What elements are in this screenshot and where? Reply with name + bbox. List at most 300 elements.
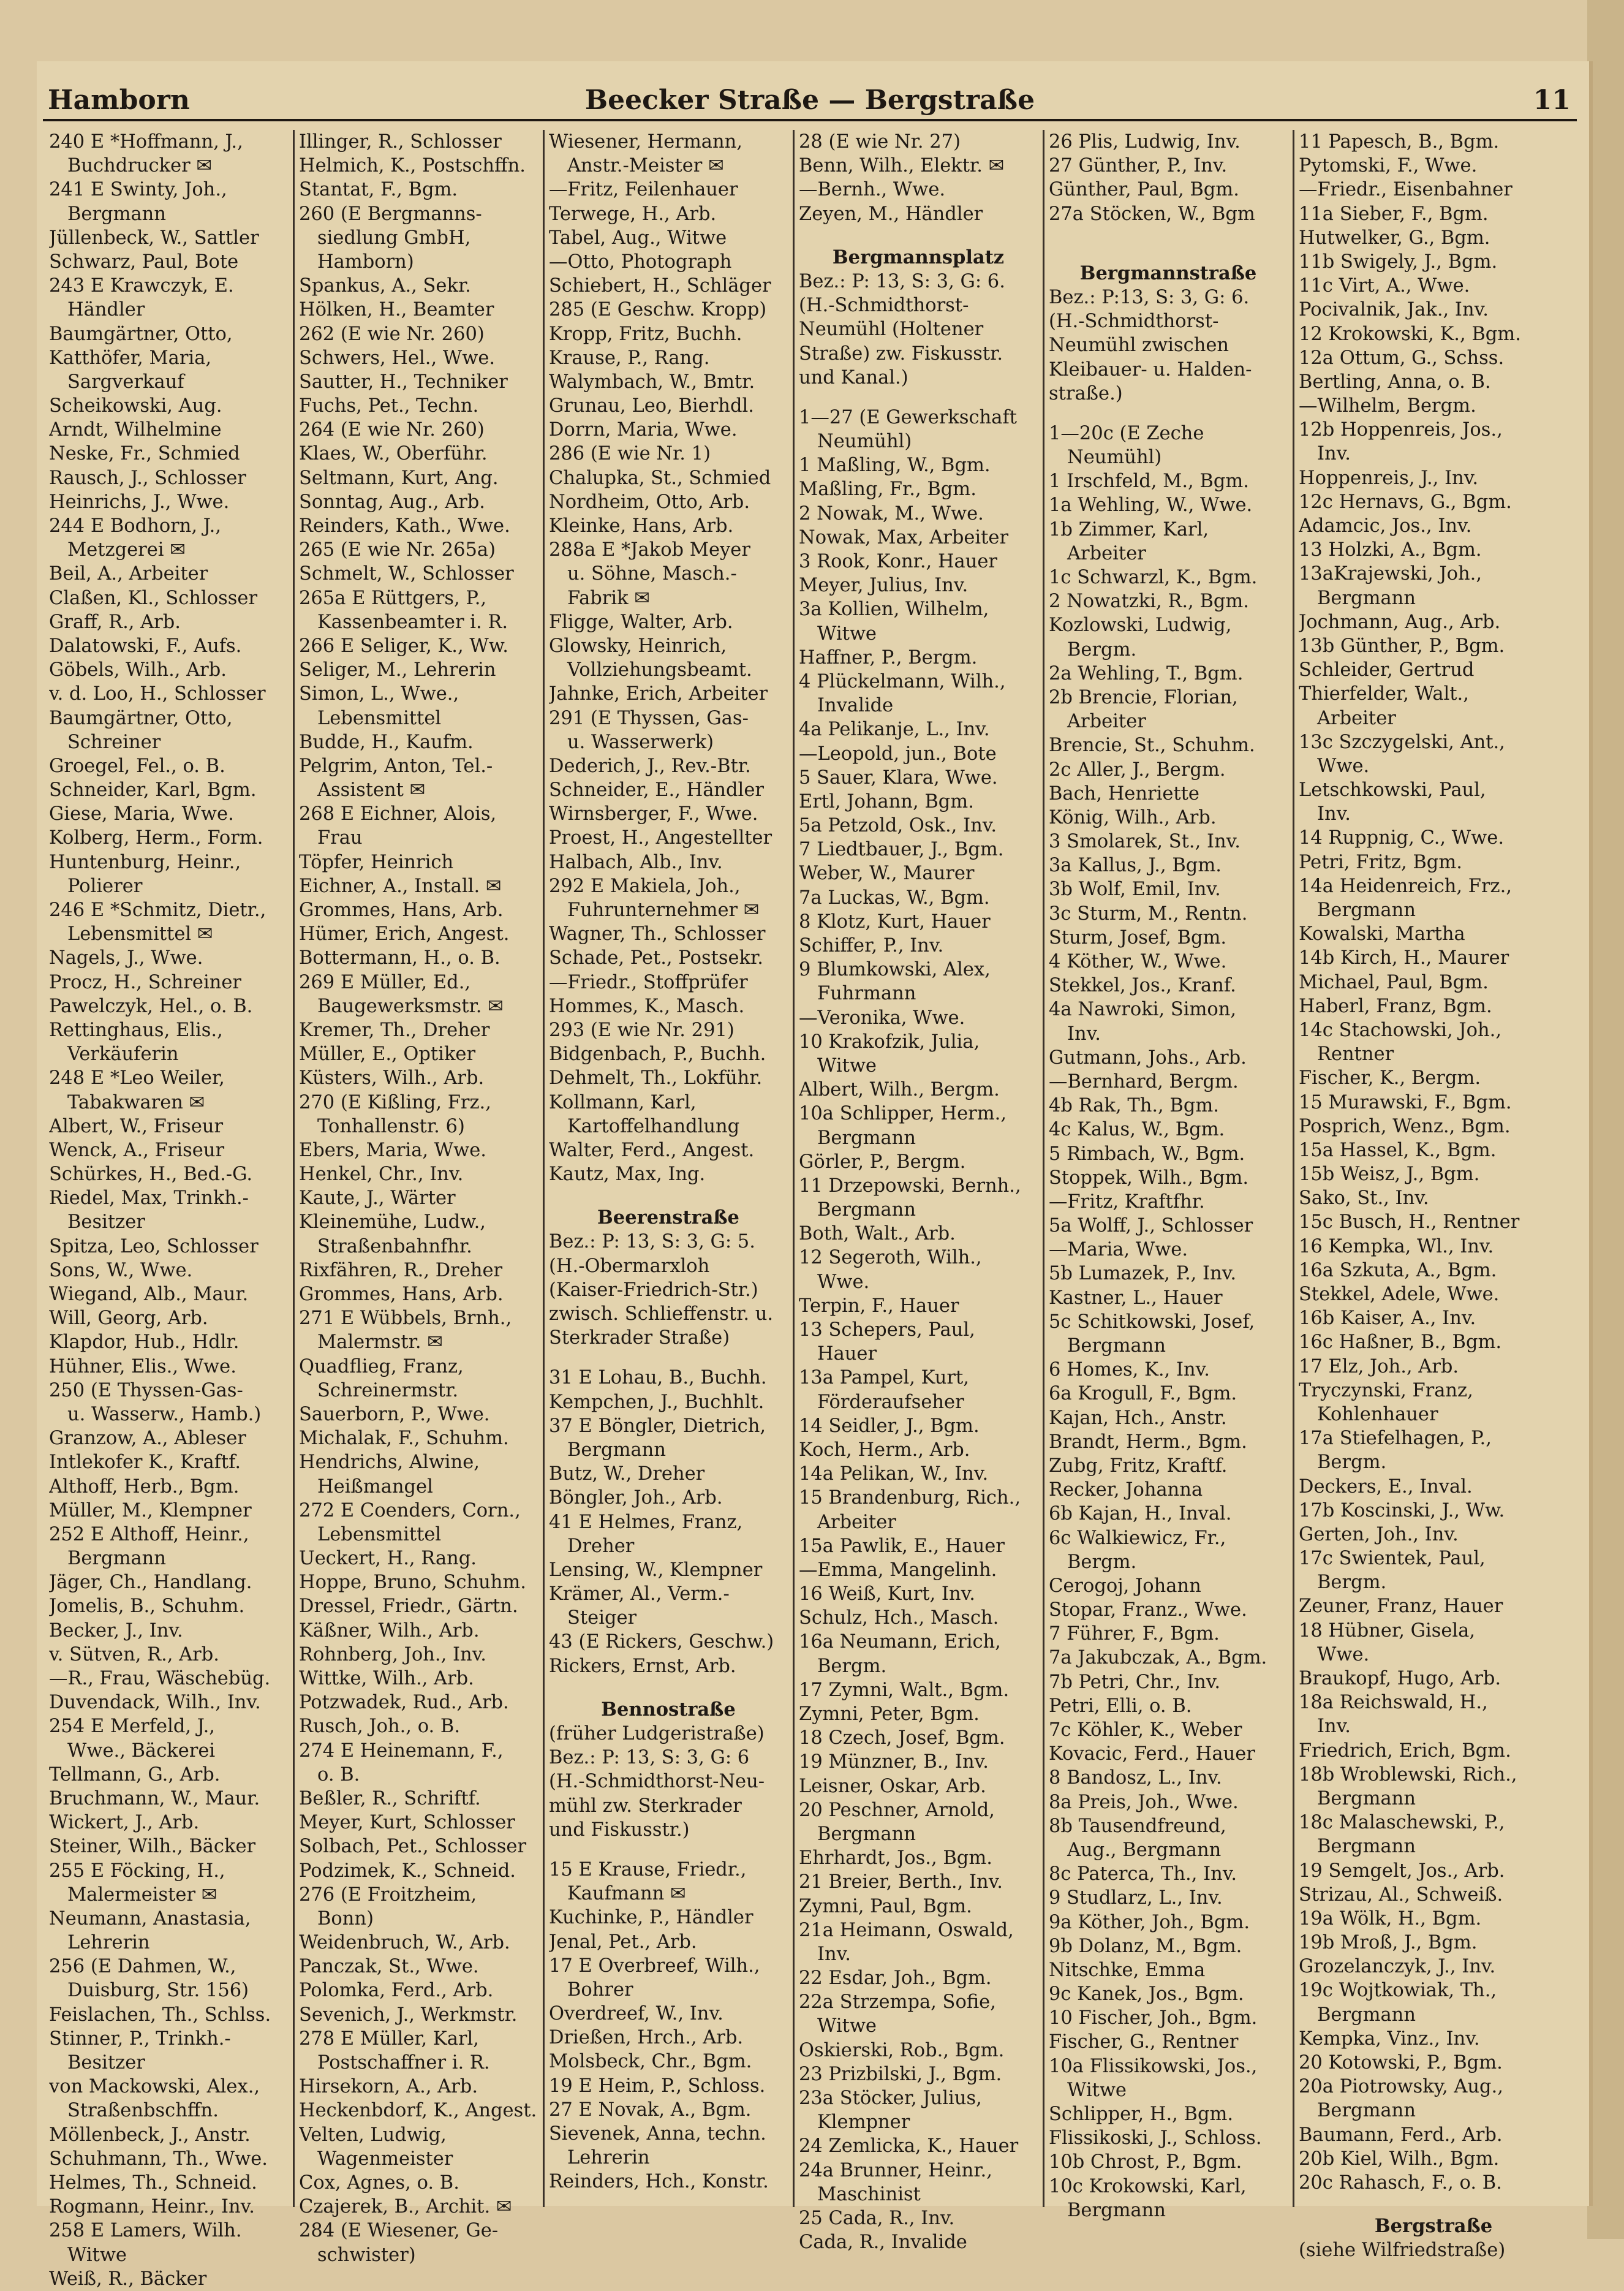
- directory-entry: Kleinke, Hans, Arb.: [549, 515, 734, 537]
- directory-entry: Kropp, Fritz, Buchh.: [549, 323, 742, 345]
- directory-entry: —R., Frau, Wäschebüg.: [49, 1668, 271, 1689]
- directory-entry: Baumann, Ferd., Arb.: [1299, 2124, 1503, 2146]
- directory-entry: 284 (E Wiesener, Ge-: [299, 2220, 499, 2242]
- directory-entry: 4a Nawroki, Simon,: [1049, 999, 1237, 1021]
- entry-continuation: Steiger: [567, 1607, 637, 1629]
- entry-continuation: Maschinist: [817, 2183, 921, 2205]
- directory-entry: Kajan, Hch., Anstr.: [1049, 1407, 1227, 1429]
- directory-entry: Schade, Pet., Postsekr.: [549, 947, 763, 969]
- directory-entry: 37 E Böngler, Dietrich,: [549, 1415, 766, 1437]
- directory-entry: Helmes, Th., Schneid.: [49, 2172, 257, 2194]
- entry-continuation: Kohlenhauer: [1317, 1403, 1438, 1425]
- directory-entry: Reinders, Kath., Wwe.: [299, 515, 510, 537]
- entry-continuation: Bergmann: [1317, 587, 1416, 609]
- directory-entry: Brencie, St., Schuhm.: [1049, 735, 1255, 757]
- entry-continuation: Verkäuferin: [67, 1043, 179, 1066]
- directory-entry: —Bernhard, Bergm.: [1049, 1070, 1239, 1092]
- directory-entry: 4c Kalus, W., Bgm.: [1049, 1119, 1225, 1141]
- directory-entry: 3b Wolf, Emil, Inv.: [1049, 879, 1221, 901]
- directory-entry: 285 (E Geschw. Kropp): [549, 299, 767, 321]
- directory-entry: Kowalski, Martha: [1299, 923, 1465, 945]
- directory-entry: von Mackowski, Alex.,: [49, 2076, 260, 2098]
- directory-entry: 291 (E Thyssen, Gas-: [549, 707, 749, 729]
- directory-entry: Halbach, Alb., Inv.: [549, 851, 723, 873]
- directory-entry: Hölken, H., Beamter: [299, 299, 494, 321]
- entry-continuation: Fuhrunternehmer ✉: [567, 899, 760, 921]
- directory-entry: Polomka, Ferd., Arb.: [299, 1980, 494, 2002]
- directory-entry: Albert, Wilh., Bergm.: [799, 1079, 1000, 1101]
- directory-entry: Ehrhardt, Jos., Bgm.: [799, 1847, 992, 1869]
- entry-continuation: Aug., Bergmann: [1067, 1839, 1222, 1861]
- directory-entry: Terpin, F., Hauer: [799, 1295, 959, 1317]
- entry-continuation: Bergmann: [567, 1439, 666, 1461]
- directory-entry: Wiesener, Hermann,: [549, 131, 742, 153]
- directory-entry: 16c Haßner, B., Bgm.: [1299, 1331, 1502, 1354]
- directory-entry: Rausch, J., Schlosser: [49, 467, 246, 489]
- directory-entry: —Friedr., Eisenbahner: [1299, 179, 1513, 201]
- directory-entry: 12 Krokowski, K., Bgm.: [1299, 323, 1521, 345]
- entry-continuation: Bergmann: [1317, 1787, 1416, 1809]
- directory-entry: (früher Ludgeristraße): [549, 1723, 765, 1744]
- directory-entry: 8a Preis, Joh., Wwe.: [1049, 1791, 1239, 1813]
- directory-entry: 15a Pawlik, E., Hauer: [799, 1535, 1005, 1557]
- directory-entry: 1b Zimmer, Karl,: [1049, 518, 1209, 540]
- entry-continuation: Bergmann: [1317, 1836, 1416, 1858]
- directory-entry: Tryczynski, Franz,: [1299, 1379, 1473, 1401]
- directory-entry: 11 Drzepowski, Bernh.,: [799, 1175, 1021, 1197]
- directory-entry: Proest, H., Angestellter: [549, 827, 772, 849]
- directory-entry: Käßner, Wilh., Arb.: [299, 1619, 480, 1642]
- directory-entry: Jenal, Pet., Arb.: [549, 1931, 697, 1953]
- directory-entry: Schleider, Gertrud: [1299, 659, 1475, 681]
- directory-entry: Illinger, R., Schlosser: [299, 131, 502, 153]
- directory-page: [37, 61, 1593, 2290]
- directory-entry: 278 E Müller, Karl,: [299, 2028, 479, 2050]
- entry-continuation: Inv.: [1067, 1023, 1101, 1045]
- directory-entry: 18b Wroblewski, Rich.,: [1299, 1763, 1517, 1785]
- directory-entry: 266 E Seliger, K., Ww.: [299, 635, 508, 657]
- directory-entry: 25 Cada, R., Inv.: [799, 2207, 955, 2229]
- directory-entry: Sonntag, Aug., Arb.: [299, 491, 486, 513]
- directory-entry: Drießen, Hrch., Arb.: [549, 2027, 744, 2049]
- spacer: [1049, 226, 1288, 242]
- entry-continuation: Bergm.: [1067, 1551, 1137, 1573]
- spacer: [1049, 406, 1288, 422]
- directory-entry: Hendrichs, Alwine,: [299, 1452, 480, 1474]
- directory-entry: Henkel, Chr., Inv.: [299, 1164, 464, 1186]
- directory-entry: 14b Kirch, H., Maurer: [1299, 947, 1509, 969]
- entry-continuation: Duisburg, Str. 156): [67, 1980, 249, 2002]
- directory-entry: Neumühl zwischen: [1049, 335, 1229, 357]
- directory-entry: Sons, W., Wwe.: [49, 1259, 193, 1281]
- directory-entry: Kleinemühe, Ludw.,: [299, 1211, 486, 1233]
- directory-entry: 19 Münzner, B., Inv.: [799, 1751, 989, 1773]
- directory-entry: 14a Heidenreich, Frz.,: [1299, 875, 1513, 897]
- directory-entry: 5a Wolff, J., Schlosser: [1049, 1215, 1253, 1237]
- directory-entry: 7c Köhler, K., Weber: [1049, 1719, 1242, 1741]
- directory-entry: Baumgärtner, Otto,: [49, 323, 233, 345]
- directory-entry: (siehe Wilfriedstraße): [1299, 2240, 1506, 2262]
- directory-entry: Zymni, Peter, Bgm.: [799, 1703, 980, 1725]
- directory-entry: 8 Klotz, Kurt, Hauer: [799, 911, 991, 933]
- directory-entry: Wagner, Th., Schlosser: [549, 923, 766, 945]
- directory-entry: 274 E Heinemann, F.,: [299, 1740, 504, 1762]
- entry-continuation: Rentner: [1317, 1043, 1394, 1066]
- directory-entry: 27 E Novak, A., Bgm.: [549, 2099, 752, 2121]
- directory-entry: 5 Rimbach, W., Bgm.: [1049, 1143, 1245, 1165]
- directory-entry: Wiegand, Alb., Maur.: [49, 1284, 249, 1305]
- directory-entry: 10 Fischer, Joh., Bgm.: [1049, 2007, 1258, 2029]
- directory-entry: 243 E Krawczyk, E.: [49, 275, 234, 297]
- directory-entry: Butz, W., Dreher: [549, 1463, 705, 1485]
- directory-entry: 1 Maßling, W., Bgm.: [799, 455, 991, 477]
- directory-entry: 11 Papesch, B., Bgm.: [1299, 131, 1500, 153]
- directory-entry: Will, Georg, Arb.: [49, 1308, 208, 1330]
- directory-entry: Kempchen, J., Buchhlt.: [549, 1391, 765, 1413]
- directory-entry: 10a Flissikowski, Jos.,: [1049, 2055, 1258, 2077]
- directory-entry: 21 Breier, Berth., Inv.: [799, 1871, 1003, 1893]
- directory-entry: Fischer, K., Bergm.: [1299, 1067, 1481, 1089]
- directory-entry: Pawelczyk, Hel., o. B.: [49, 995, 253, 1017]
- directory-entry: Zubg, Fritz, Kraftf.: [1049, 1455, 1228, 1477]
- directory-entry: Jahnke, Erich, Arbeiter: [549, 683, 768, 705]
- directory-entry: 12 Segeroth, Wilh.,: [799, 1247, 982, 1269]
- directory-entry: 16 Weiß, Kurt, Inv.: [799, 1583, 975, 1605]
- directory-entry: 24 Zemlicka, K., Hauer: [799, 2135, 1019, 2157]
- directory-entry: 8 Bandosz, L., Inv.: [1049, 1767, 1222, 1789]
- directory-entry: 240 E *Hoffmann, J.,: [49, 131, 243, 153]
- directory-entry: Kautz, Max, Ing.: [549, 1164, 706, 1186]
- directory-entry: Brandt, Herm., Bgm.: [1049, 1431, 1247, 1453]
- directory-entry: 19 E Heim, P., Schloss.: [549, 2075, 766, 2097]
- column-divider: [793, 130, 795, 2207]
- entry-continuation: Bergm.: [817, 1655, 887, 1677]
- entry-continuation: Bergmann: [67, 203, 166, 225]
- directory-entry: Maßling, Fr., Bgm.: [799, 479, 976, 501]
- directory-entry: Haberl, Franz, Bgm.: [1299, 995, 1492, 1017]
- directory-entry: Graff, R., Arb.: [49, 611, 181, 633]
- directory-entry: 7b Petri, Chr., Inv.: [1049, 1671, 1221, 1693]
- directory-entry: 260 (E Bergmanns-: [299, 203, 482, 225]
- directory-entry: Kremer, Th., Dreher: [299, 1019, 490, 1041]
- directory-entry: Bottermann, H., o. B.: [299, 947, 500, 969]
- directory-entry: Stekkel, Jos., Kranf.: [1049, 975, 1236, 997]
- directory-entry: 269 E Müller, Ed.,: [299, 971, 471, 993]
- entry-continuation: Arbeiter: [1317, 707, 1396, 729]
- directory-entry: Strizau, Al., Schweiß.: [1299, 1884, 1503, 1906]
- directory-entry: —Fritz, Feilenhauer: [549, 179, 738, 201]
- directory-entry: Budde, H., Kaufm.: [299, 731, 474, 753]
- directory-entry: Tellmann, G., Arb.: [49, 1763, 221, 1785]
- directory-entry: Beßler, R., Schriftf.: [299, 1787, 481, 1809]
- directory-entry: 23a Stöcker, Julius,: [799, 2088, 982, 2109]
- directory-entry: (H.-Schmidthorst-: [799, 295, 969, 317]
- directory-entry: 271 E Wübbels, Brnh.,: [299, 1308, 512, 1330]
- directory-entry: Grommes, Hans, Arb.: [299, 899, 504, 921]
- entry-continuation: Wwe.: [1317, 755, 1370, 777]
- directory-entry: (H.-Obermarxloh: [549, 1255, 710, 1277]
- entry-continuation: Wwe.: [817, 1271, 870, 1293]
- directory-entry: 22a Strzempa, Sofie,: [799, 1991, 996, 2013]
- directory-entry: 16a Neumann, Erich,: [799, 1631, 1001, 1653]
- entry-continuation: Straßenbahnfhr.: [317, 1235, 472, 1257]
- directory-entry: Sevenich, J., Werkmstr.: [299, 2004, 518, 2026]
- directory-entry: Sautter, H., Techniker: [299, 371, 508, 393]
- column-2: [299, 130, 538, 2267]
- entry-continuation: Assistent ✉: [317, 779, 426, 801]
- directory-entry: Dalatowski, F., Aufs.: [49, 635, 242, 657]
- directory-entry: Reinders, Hch., Konstr.: [549, 2171, 769, 2193]
- directory-entry: Cox, Agnes, o. B.: [299, 2172, 459, 2194]
- directory-entry: 20 Peschner, Arnold,: [799, 1799, 995, 1821]
- directory-entry: 272 E Coenders, Corn.,: [299, 1499, 521, 1521]
- directory-entry: zwisch. Schlieffenstr. u.: [549, 1303, 774, 1325]
- entry-continuation: Schreinermstr.: [317, 1379, 459, 1401]
- directory-entry: 250 (E Thyssen-Gas-: [49, 1379, 243, 1401]
- directory-entry: 3a Kollien, Wilhelm,: [799, 599, 989, 621]
- directory-entry: 1a Wehling, W., Wwe.: [1049, 494, 1253, 517]
- directory-entry: 4a Pelikanje, L., Inv.: [799, 719, 990, 741]
- directory-entry: Stopar, Franz., Wwe.: [1049, 1599, 1247, 1621]
- entry-continuation: Händler: [67, 299, 145, 321]
- entry-continuation: Witwe: [817, 623, 877, 645]
- directory-entry: Heinrichs, J., Wwe.: [49, 491, 230, 513]
- directory-entry: Zeyen, M., Händler: [799, 203, 983, 225]
- directory-entry: 19a Wölk, H., Bgm.: [1299, 1907, 1482, 1929]
- directory-entry: 23 Prizbilski, J., Bgm.: [799, 2063, 1002, 2085]
- directory-entry: Panczak, St., Wwe.: [299, 1956, 479, 1978]
- directory-entry: Dressel, Friedr., Gärtn.: [299, 1596, 518, 1618]
- directory-entry: —Otto, Photograph: [549, 251, 732, 273]
- spacer: [1299, 2195, 1568, 2211]
- directory-entry: Wenck, A., Friseur: [49, 1139, 225, 1161]
- directory-entry: Bruchmann, W., Maur.: [49, 1787, 260, 1809]
- page-number: 11: [1533, 85, 1571, 116]
- directory-entry: 9 Blumkowski, Alex,: [799, 959, 991, 981]
- directory-entry: Kaute, J., Wärter: [299, 1187, 456, 1210]
- directory-entry: 27a Stöcken, W., Bgm: [1049, 203, 1255, 225]
- header-streets: Beecker Straße — Bergstraße: [584, 85, 1035, 116]
- directory-entry: Ertl, Johann, Bgm.: [799, 790, 974, 812]
- directory-entry: Bez.: P: 13, S: 3, G: 5.: [549, 1231, 755, 1253]
- directory-entry: —Bernh., Wwe.: [799, 179, 946, 201]
- directory-entry: Velten, Ludwig,: [299, 2124, 447, 2146]
- entry-continuation: Bergm.: [1067, 638, 1137, 661]
- directory-entry: Stinner, P., Trinkh.-: [49, 2028, 231, 2050]
- entry-continuation: Lebensmittel: [317, 1523, 442, 1545]
- column-5: [1049, 130, 1288, 2222]
- directory-entry: Althoff, Herb., Bgm.: [49, 1475, 240, 1498]
- directory-entry: 4 Plückelmann, Wilh.,: [799, 670, 1006, 692]
- entry-continuation: Postschaffner i. R.: [317, 2052, 490, 2073]
- directory-entry: Wittke, Wilh., Arb.: [299, 1668, 474, 1689]
- directory-entry: Beil, A., Arbeiter: [49, 563, 208, 585]
- entry-continuation: u. Wasserw., Hamb.): [67, 1403, 262, 1425]
- directory-entry: mühl zw. Sterkrader: [549, 1795, 742, 1817]
- directory-entry: Baumgärtner, Otto,: [49, 707, 233, 729]
- entry-continuation: Tabakwaren ✉: [67, 1091, 205, 1113]
- directory-entry: Friedrich, Erich, Bgm.: [1299, 1740, 1511, 1762]
- directory-entry: 17a Stiefelhagen, P.,: [1299, 1428, 1492, 1450]
- directory-entry: Krämer, Al., Verm.-: [549, 1583, 730, 1605]
- directory-entry: 19 Semgelt, Jos., Arb.: [1299, 1860, 1505, 1882]
- header-city: Hamborn: [48, 85, 190, 116]
- directory-entry: (Kaiser-Friedrich-Str.): [549, 1279, 758, 1301]
- directory-entry: Sturm, Josef, Bgm.: [1049, 926, 1227, 949]
- entry-continuation: Lebensmittel ✉: [67, 923, 213, 945]
- entry-continuation: Neumühl): [1067, 447, 1162, 469]
- directory-entry: 262 (E wie Nr. 260): [299, 323, 485, 345]
- directory-entry: Eichner, A., Install. ✉: [299, 875, 502, 897]
- directory-entry: Klapdor, Hub., Hdlr.: [49, 1331, 240, 1354]
- directory-entry: Krause, P., Rang.: [549, 347, 710, 369]
- directory-entry: 3 Smolarek, St., Inv.: [1049, 831, 1241, 853]
- entry-continuation: Anstr.-Meister ✉: [567, 155, 724, 177]
- directory-entry: 13 Schepers, Paul,: [799, 1319, 975, 1341]
- directory-entry: Zymni, Paul, Bgm.: [799, 1895, 972, 1917]
- directory-entry: Jäger, Ch., Handlang.: [49, 1572, 252, 1594]
- street-heading: Bergmannsplatz: [832, 246, 1005, 268]
- directory-entry: 258 E Lamers, Wilh.: [49, 2220, 242, 2242]
- entry-continuation: Malermeister ✉: [67, 1884, 217, 1906]
- entry-continuation: Inv.: [817, 1943, 851, 1965]
- directory-entry: Schuhmann, Th., Wwe.: [49, 2148, 268, 2170]
- directory-entry: 2a Wehling, T., Bgm.: [1049, 662, 1244, 684]
- directory-entry: Seliger, M., Lehrerin: [299, 659, 496, 681]
- directory-entry: Fuchs, Pet., Techn.: [299, 395, 479, 417]
- directory-entry: 17 Elz, Joh., Arb.: [1299, 1355, 1459, 1377]
- directory-entry: Böngler, Joh., Arb.: [549, 1487, 723, 1509]
- directory-entry: Stantat, F., Bgm.: [299, 179, 458, 201]
- entry-continuation: Heißmangel: [317, 1475, 433, 1498]
- directory-entry: Sterkrader Straße): [549, 1327, 730, 1349]
- spacer: [549, 1186, 788, 1202]
- directory-entry: 5c Schitkowski, Josef,: [1049, 1311, 1255, 1333]
- directory-entry: Seltmann, Kurt, Ang.: [299, 467, 499, 489]
- directory-entry: Rixfähren, R., Dreher: [299, 1259, 503, 1281]
- directory-entry: Sauerborn, P., Wwe.: [299, 1403, 490, 1425]
- directory-entry: 248 E *Leo Weiler,: [49, 1067, 225, 1089]
- directory-entry: —Emma, Mangelinh.: [799, 1559, 997, 1581]
- directory-entry: Posprich, Wenz., Bgm.: [1299, 1115, 1511, 1137]
- directory-entry: Neumühl (Holtener: [799, 319, 984, 341]
- directory-entry: Terwege, H., Arb.: [549, 203, 717, 225]
- directory-entry: 12c Hernavs, G., Bgm.: [1299, 491, 1512, 513]
- spacer: [549, 1678, 788, 1694]
- directory-entry: 16a Szkuta, A., Bgm.: [1299, 1259, 1497, 1281]
- directory-entry: 3a Kallus, J., Bgm.: [1049, 855, 1222, 877]
- directory-entry: Flissikoski, J., Schloss.: [1049, 2127, 1262, 2149]
- directory-entry: 256 (E Dahmen, W.,: [49, 1956, 236, 1978]
- directory-entry: 15a Hassel, K., Bgm.: [1299, 1139, 1497, 1161]
- directory-entry: 14a Pelikan, W., Inv.: [799, 1463, 989, 1485]
- directory-entry: und Fiskusstr.): [549, 1819, 690, 1841]
- directory-entry: Riedel, Max, Trinkh.-: [49, 1187, 249, 1210]
- directory-entry: Nordheim, Otto, Arb.: [549, 491, 750, 513]
- directory-entry: Groegel, Fel., o. B.: [49, 755, 225, 777]
- directory-entry: 252 E Althoff, Heinr.,: [49, 1523, 249, 1545]
- directory-entry: 270 (E Kißling, Frz.,: [299, 1091, 491, 1113]
- directory-entry: Pytomski, F., Wwe.: [1299, 155, 1478, 177]
- directory-entry: 20a Piotrowsky, Aug.,: [1299, 2076, 1503, 2098]
- entry-continuation: Inv.: [1317, 443, 1351, 465]
- directory-entry: Solbach, Pet., Schlosser: [299, 1836, 527, 1858]
- entry-continuation: Bergmann: [1317, 2004, 1416, 2026]
- entry-continuation: u. Söhne, Masch.-: [567, 563, 737, 585]
- directory-entry: 41 E Helmes, Franz,: [549, 1511, 743, 1533]
- entry-continuation: Bergmann: [67, 1548, 166, 1570]
- directory-entry: 13 Holzki, A., Bgm.: [1299, 539, 1482, 561]
- directory-entry: 20 Kotowski, P., Bgm.: [1299, 2052, 1503, 2073]
- directory-entry: Quadflieg, Franz,: [299, 1355, 464, 1377]
- directory-entry: Nowak, Max, Arbeiter: [799, 526, 1009, 548]
- directory-entry: Recker, Johanna: [1049, 1479, 1203, 1501]
- directory-entry: 11c Virt, A., Wwe.: [1299, 275, 1470, 297]
- directory-entry: 6 Homes, K., Inv.: [1049, 1359, 1210, 1381]
- directory-entry: Haffner, P., Bergm.: [799, 646, 978, 668]
- entry-continuation: siedlung GmbH,: [317, 227, 471, 249]
- entry-continuation: Bergmann: [1317, 899, 1416, 921]
- directory-entry: Michalak, F., Schuhm.: [299, 1428, 509, 1450]
- directory-entry: Jochmann, Aug., Arb.: [1299, 611, 1501, 633]
- entry-continuation: Arbeiter: [1067, 542, 1146, 564]
- directory-entry: Kempka, Vinz., Inv.: [1299, 2028, 1480, 2050]
- entry-continuation: Hauer: [817, 1343, 877, 1365]
- directory-entry: 10a Schlipper, Herm.,: [799, 1103, 1007, 1125]
- entry-continuation: Witwe: [817, 2015, 877, 2037]
- directory-entry: 3 Rook, Konr., Hauer: [799, 551, 998, 572]
- directory-entry: Schwarz, Paul, Bote: [49, 251, 239, 273]
- entry-continuation: Förderaufseher: [817, 1391, 964, 1413]
- directory-entry: Potzwadek, Rud., Arb.: [299, 1692, 509, 1714]
- directory-entry: Klaes, W., Oberführ.: [299, 443, 488, 465]
- entry-continuation: Bergm.: [1317, 1572, 1387, 1594]
- entry-continuation: Bergmann: [1317, 2100, 1416, 2122]
- spacer: [549, 1350, 788, 1366]
- entry-continuation: u. Wasserwerk): [567, 731, 714, 753]
- directory-entry: Cerogoj, Johann: [1049, 1575, 1201, 1597]
- directory-entry: 31 E Lohau, B., Buchh.: [549, 1367, 767, 1389]
- directory-entry: Rohnberg, Joh., Inv.: [299, 1643, 486, 1665]
- directory-entry: Claßen, Kl., Schlosser: [49, 587, 258, 609]
- directory-entry: Schwers, Hel., Wwe.: [299, 347, 496, 369]
- directory-entry: 18 Hübner, Gisela,: [1299, 1619, 1476, 1642]
- directory-entry: Sievenek, Anna, techn.: [549, 2123, 766, 2145]
- directory-entry: und Kanal.): [799, 366, 908, 388]
- directory-entry: Töpfer, Heinrich: [299, 851, 454, 873]
- entry-continuation: Schreiner: [67, 731, 161, 753]
- directory-entry: 288a E *Jakob Meyer: [549, 539, 750, 561]
- directory-entry: Grommes, Hans, Arb.: [299, 1284, 504, 1305]
- directory-entry: 9b Dolanz, M., Bgm.: [1049, 1935, 1242, 1957]
- directory-entry: Wirnsberger, F., Wwe.: [549, 803, 758, 825]
- directory-entry: Möllenbeck, J., Anstr.: [49, 2124, 251, 2146]
- directory-entry: 2b Brencie, Florian,: [1049, 686, 1238, 708]
- entry-continuation: schwister): [317, 2244, 416, 2266]
- directory-entry: Letschkowski, Paul,: [1299, 779, 1486, 801]
- directory-entry: 6b Kajan, H., Inval.: [1049, 1503, 1232, 1525]
- directory-entry: Deckers, E., Inval.: [1299, 1475, 1473, 1498]
- entry-continuation: Sargverkauf: [67, 371, 184, 393]
- directory-entry: Granzow, A., Ableser: [49, 1428, 246, 1450]
- directory-entry: 15c Busch, H., Rentner: [1299, 1211, 1520, 1233]
- entry-continuation: Hamborn): [317, 251, 414, 273]
- directory-entry: Heckenbdorf, K., Angest.: [299, 2100, 537, 2122]
- directory-entry: 24a Brunner, Heinr.,: [799, 2159, 992, 2181]
- directory-entry: Kozlowski, Ludwig,: [1049, 615, 1232, 637]
- directory-entry: Jüllenbeck, W., Sattler: [49, 227, 259, 249]
- street-heading: Bennostraße: [601, 1698, 736, 1721]
